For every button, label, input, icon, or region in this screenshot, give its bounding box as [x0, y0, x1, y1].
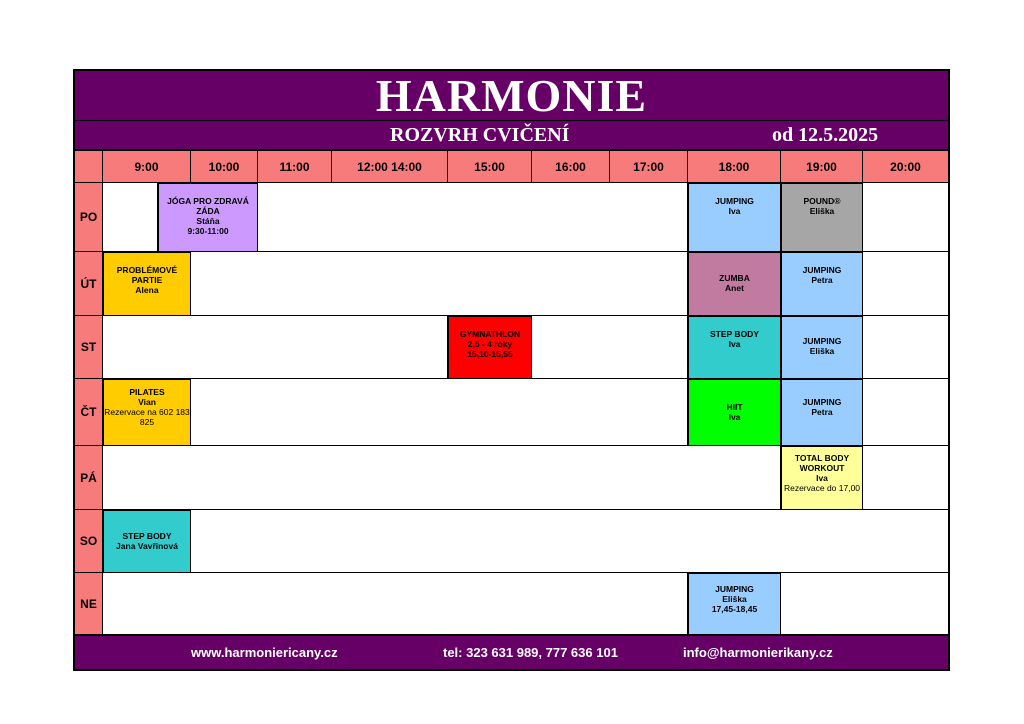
- event-zumba: ZUMBA Anet: [688, 252, 781, 316]
- empty-slot: [863, 252, 948, 316]
- event-total-body-workout: TOTAL BODY WORKOUT Iva Rezervace do 17,00: [781, 446, 863, 510]
- time-header: 11:00: [258, 151, 332, 183]
- empty-slot: [103, 573, 688, 634]
- day-label: ÚT: [75, 252, 103, 316]
- footer-band: [75, 634, 948, 669]
- schedule-grid: [75, 151, 948, 634]
- corner-cell: [75, 151, 103, 183]
- event-pound: POUND® Eliška: [781, 183, 863, 252]
- empty-slot: [191, 510, 948, 573]
- event-gymnathlon: GYMNATHLON 2,5 - 4 roky 15,10-15,55: [448, 316, 532, 379]
- day-label: SO: [75, 510, 103, 573]
- empty-slot: [863, 446, 948, 510]
- empty-slot: [191, 252, 688, 316]
- time-header: 15:00: [448, 151, 532, 183]
- time-header: 12:00 14:00: [332, 151, 448, 183]
- schedule-sheet: [73, 69, 950, 671]
- empty-slot: [532, 316, 688, 379]
- empty-slot: [103, 316, 448, 379]
- event-jumping: JUMPING Petra: [781, 252, 863, 316]
- empty-slot: [103, 183, 158, 252]
- subtitle-band: [75, 121, 948, 151]
- event-problemove-partie: PROBLÉMOVÉ PARTIE Alena: [103, 252, 191, 316]
- day-label: ST: [75, 316, 103, 379]
- empty-slot: [863, 316, 948, 379]
- day-label: ČT: [75, 379, 103, 446]
- time-header: 19:00: [781, 151, 863, 183]
- event-joga-pro-zdrava-zada: JÓGA PRO ZDRAVÁ ZÁDA Stáňa 9:30-11:00: [158, 183, 258, 252]
- time-header: 17:00: [610, 151, 688, 183]
- schedule-subtitle: ROZVRH CVIČENÍ: [390, 124, 570, 146]
- empty-slot: [781, 573, 948, 634]
- empty-slot: [863, 379, 948, 446]
- day-label: PO: [75, 183, 103, 252]
- event-step-body: STEP BODY Iva: [688, 316, 781, 379]
- event-step-body: STEP BODY Jana Vavřinová: [103, 510, 191, 573]
- email-link[interactable]: info@harmonierikany.cz: [683, 645, 833, 660]
- time-header: 20:00: [863, 151, 948, 183]
- empty-slot: [103, 446, 781, 510]
- time-header: 16:00: [532, 151, 610, 183]
- empty-slot: [863, 183, 948, 252]
- valid-from-date: od 12.5.2025: [772, 124, 879, 146]
- event-pilates: PILATES Vian Rezervace na 602 183 825: [103, 379, 191, 446]
- event-jumping: JUMPING Eliška 17,45-18,45: [688, 573, 781, 634]
- event-jumping: JUMPING Iva: [688, 183, 781, 252]
- event-jumping: JUMPING Eliška: [781, 316, 863, 379]
- phone-number: tel: 323 631 989, 777 636 101: [443, 645, 618, 660]
- event-jumping: JUMPING Petra: [781, 379, 863, 446]
- page-title: HARMONIE: [375, 70, 648, 121]
- empty-slot: [258, 183, 688, 252]
- event-hiit: HIIT Iva: [688, 379, 781, 446]
- time-header: 10:00: [191, 151, 258, 183]
- time-header: 9:00: [103, 151, 191, 183]
- website-link[interactable]: www.harmoniericany.cz: [191, 645, 338, 660]
- time-header: 18:00: [688, 151, 781, 183]
- title-band: [75, 71, 948, 121]
- day-label: NE: [75, 573, 103, 634]
- day-label: PÁ: [75, 446, 103, 510]
- empty-slot: [191, 379, 688, 446]
